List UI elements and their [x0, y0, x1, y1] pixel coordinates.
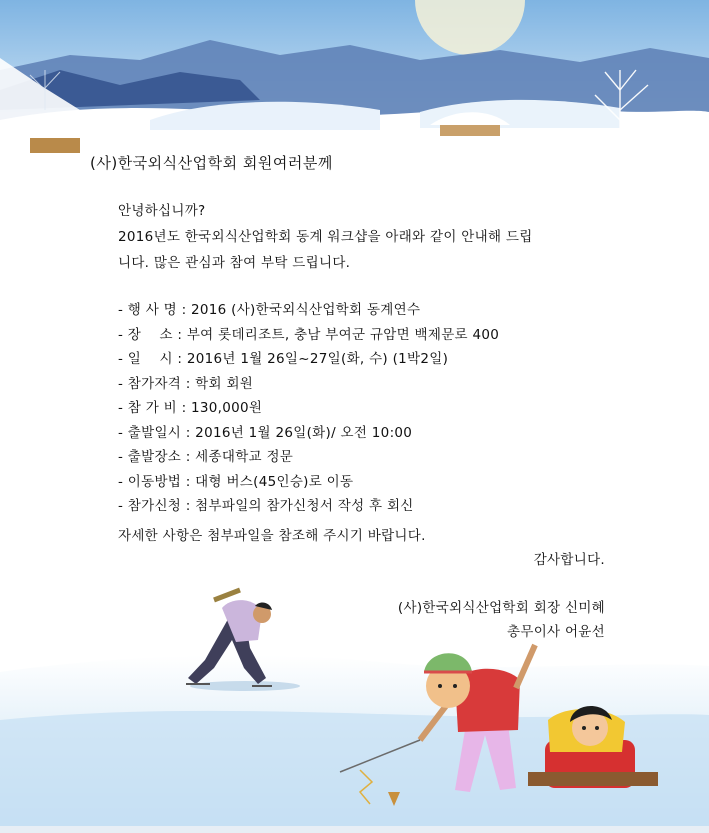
detail-departure-place	[118, 445, 598, 470]
signature-secretary: 총무이사 어윤선	[507, 624, 605, 640]
detail-transport	[118, 470, 598, 495]
detail-label: - 장 소	[118, 326, 173, 343]
detail-event-name	[118, 298, 598, 323]
detail-label: - 이동방법	[118, 473, 182, 490]
detail-datetime	[118, 347, 598, 372]
detail-label: - 출발일시	[118, 424, 182, 441]
intro-line: 2016년도 한국외식산업학회 동계 워크샵을 아래와 같이 안내해 드립	[118, 229, 533, 245]
detail-value: : 2016년 1월 26일(화)/ 오전 10:00	[185, 424, 413, 441]
intro-line: 니다. 많은 관심과 참여 부탁 드립니다.	[118, 255, 351, 271]
detail-application	[118, 494, 598, 519]
thanks-line: 감사합니다.	[533, 552, 605, 568]
event-details	[118, 298, 598, 519]
detail-label: - 일 시	[118, 351, 173, 367]
detail-location	[118, 323, 598, 348]
detail-fee	[118, 396, 598, 421]
greeting-line: (사)한국외식산업학회 회원여러분께	[90, 154, 333, 172]
detail-label: - 참 가 비	[118, 400, 177, 416]
detail-label: - 참가자격	[118, 375, 182, 392]
detail-label: - 행 사 명	[118, 302, 177, 318]
closing-line: 자세한 사항은 첨부파일을 참조해 주시기 바랍니다.	[118, 528, 426, 544]
detail-value: : 부여 롯데리조트, 충남 부여군 규암면 백제문로 400	[177, 326, 500, 343]
intro-paragraph	[118, 198, 598, 276]
detail-value: : 2016 (사)한국외식산업학회 동계연수	[181, 302, 421, 318]
detail-value: : 세종대학교 정문	[185, 449, 294, 465]
detail-value: : 130,000원	[181, 400, 263, 416]
signature-president: (사)한국외식산업학회 회장 신미혜	[397, 600, 605, 616]
detail-value: : 대형 버스(45인승)로 이동	[185, 473, 354, 490]
detail-label: - 출발장소	[118, 449, 182, 465]
intro-line: 안녕하십니까?	[118, 203, 206, 219]
detail-value: : 첨부파일의 참가신청서 작성 후 회신	[185, 498, 414, 514]
detail-value: : 2016년 1월 26일~27일(화, 수) (1박2일)	[177, 351, 449, 367]
detail-eligibility	[118, 372, 598, 397]
detail-departure-time	[118, 421, 598, 446]
detail-value: : 학회 회원	[185, 375, 254, 392]
detail-label: - 참가신청	[118, 498, 182, 514]
